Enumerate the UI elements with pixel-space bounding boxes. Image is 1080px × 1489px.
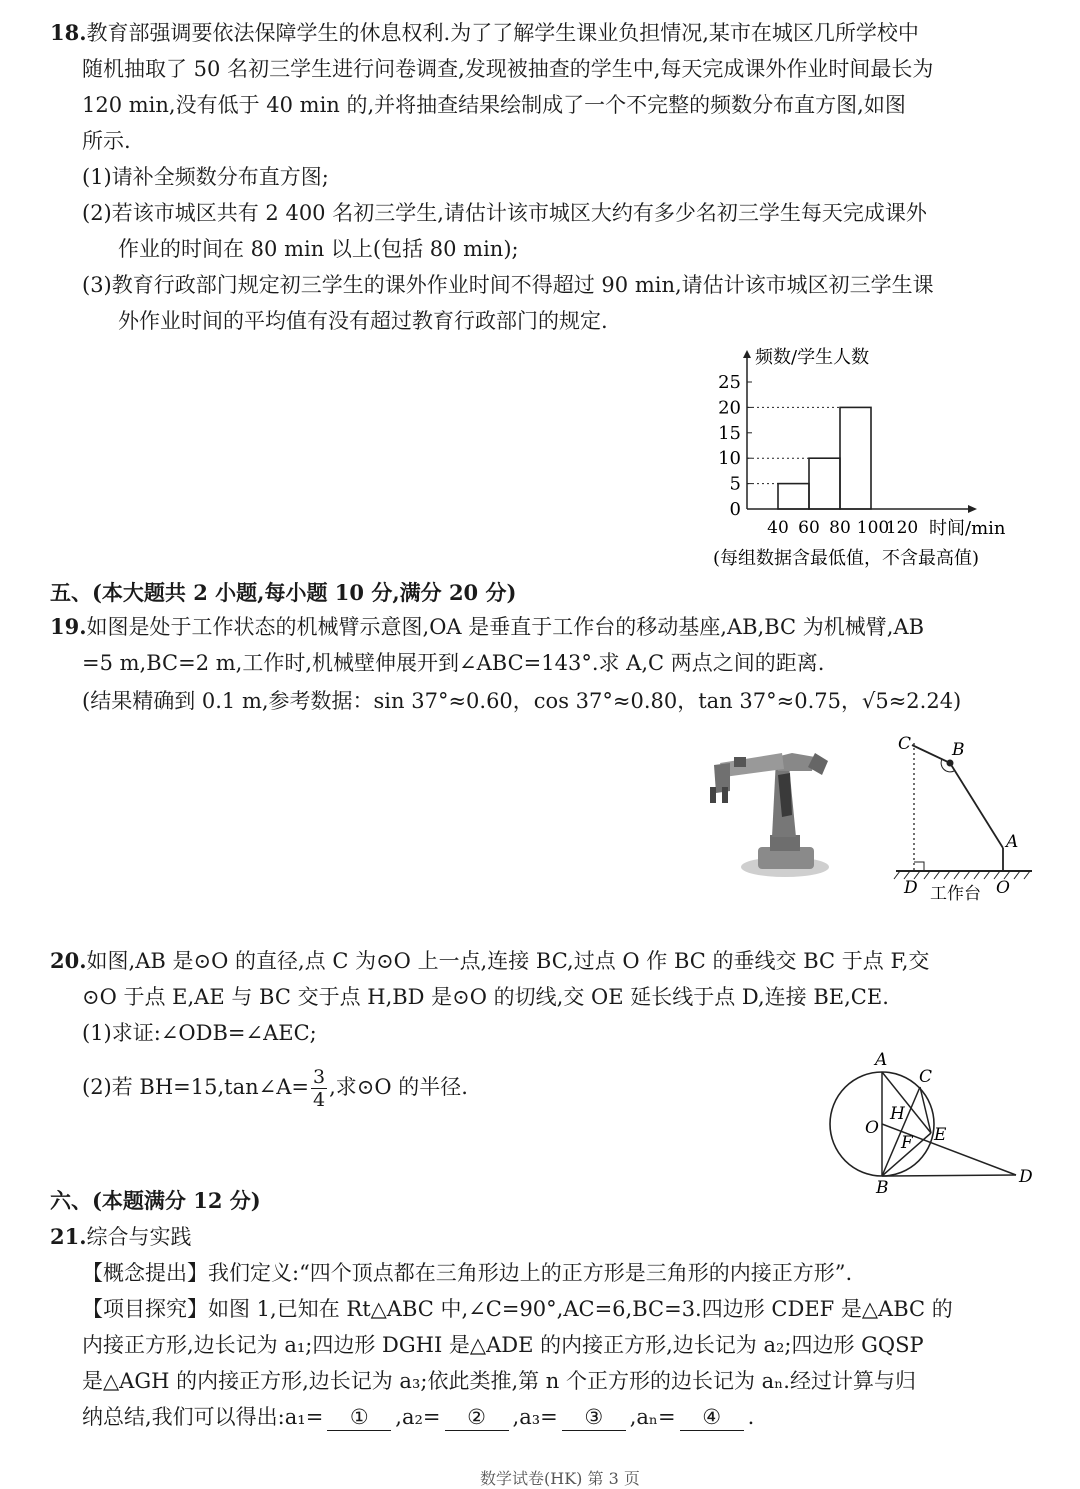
q21-concept: 【概念提出】我们定义:“四个顶点都在三角形边上的正方形是三角形的内接正方形”. — [82, 1261, 853, 1285]
q19-arm-diagram — [890, 725, 1050, 910]
q21-line-4-b: ,a₂= — [395, 1405, 441, 1429]
q20-number: 20. — [50, 948, 87, 973]
q18-text-1: 教育部强调要依法保障学生的休息权利.为了了解学生课业负担情况,某市在城区几所学校中 — [86, 21, 919, 45]
y-tick-label: 10 — [718, 448, 741, 470]
q18-part-3a: (3)教育行政部门规定初三学生的课外作业时间不得超过 90 min,请估计该市城区初三学生课 — [82, 273, 934, 297]
histogram-bar — [778, 484, 809, 509]
y-tick-label: 15 — [718, 422, 741, 444]
q21-blank-4[interactable]: ④ — [680, 1404, 744, 1431]
q19-label-D: D — [904, 878, 918, 898]
y-tick-label: 0 — [729, 499, 741, 520]
q21-line-1: 【项目探究】如图 1,已知在 Rt△ABC 中,∠C=90°,AC=6,BC=3.四边形 CDEF 是△ABC 的 — [82, 1297, 953, 1321]
q20-circle-diagram — [820, 1045, 1050, 1205]
q21-line-3: 是△AGH 的内接正方形,边长记为 a₃;依此类推,第 n 个正方形的边长记为 aₙ.经过计算与归 — [82, 1369, 916, 1393]
x-tick-label: 80 — [829, 518, 851, 538]
robot-arm-photo — [700, 735, 840, 885]
y-axis-arrow — [743, 350, 751, 358]
x-tick-label: 100 — [856, 518, 890, 538]
q21-line-title — [50, 1222, 192, 1252]
q21-line-2: 内接正方形,边长记为 a₁;四边形 DGHI 是△ADE 的内接正方形,边长记为 a₂;四边形 GQSP — [82, 1333, 924, 1357]
page-footer: 数学试卷(HK) 第 3 页 — [480, 1469, 640, 1488]
chart-note: (每组数据含最低值，不含最高值) — [713, 548, 980, 569]
q20-text-1: 如图,AB 是⊙O 的直径,点 C 为⊙O 上一点,连接 BC,过点 O 作 BC 的垂线交 BC 于点 F,交 — [86, 949, 930, 973]
q20-part-2 — [82, 1066, 468, 1111]
q21-line-4 — [82, 1402, 754, 1432]
q19-number: 19. — [50, 614, 87, 639]
q21-title: 综合与实践 — [86, 1225, 192, 1249]
q20-label-D: D — [1019, 1167, 1033, 1187]
section6-title: 六、(本题满分 12 分) — [50, 1188, 261, 1213]
histogram-bar — [809, 458, 840, 509]
q19-line-3: (结果精确到 0.1 m,参考数据：sin 37°≈0.60，cos 37°≈0.80，tan 37°≈0.75，√5≈2.24) — [82, 689, 962, 713]
q18-line-1 — [50, 18, 919, 48]
q20-label-H: H — [890, 1104, 905, 1124]
x-tick-label: 40 — [767, 518, 789, 538]
q19-label-C: C — [898, 734, 912, 754]
q19-line-2: =5 m,BC=2 m,工作时,机械壁伸展开到∠ABC=143°.求 A,C 两点之间的距离. — [82, 651, 825, 675]
q20-label-A: A — [875, 1050, 888, 1070]
q20-label-B: B — [876, 1178, 889, 1198]
q19-label-A: A — [1006, 832, 1019, 852]
q18-part-2b: 作业的时间在 80 min 以上(包括 80 min); — [118, 237, 519, 261]
q20-label-F: F — [901, 1133, 913, 1153]
q21-blank-3[interactable]: ③ — [562, 1404, 626, 1431]
q21-number: 21. — [50, 1224, 87, 1249]
section5-title: 五、(本大题共 2 小题,每小题 10 分,满分 20 分) — [50, 580, 517, 605]
q20-label-O: O — [865, 1118, 879, 1138]
q20-line-1 — [50, 946, 929, 976]
histogram-bar — [840, 407, 871, 509]
chart-y-label: 频数/学生人数 — [755, 347, 870, 368]
y-tick-label: 20 — [718, 397, 741, 419]
y-tick-label: 5 — [729, 473, 741, 495]
q20-fraction-denominator: 4 — [313, 1089, 326, 1111]
x-axis-arrow — [968, 505, 977, 513]
q18-line-4: 所示. — [82, 129, 131, 153]
q19-label-O: O — [996, 878, 1010, 898]
q20-label-C: C — [919, 1067, 933, 1087]
q20-line-2: ⊙O 于点 E,AE 与 BC 交于点 H,BD 是⊙O 的切线,交 OE 延长线于点 D,连接 BE,CE. — [82, 985, 889, 1009]
q18-part-2a: (2)若该市城区共有 2 400 名初三学生,请估计该市城区大约有多少名初三学生每天完成课外 — [82, 201, 927, 225]
q21-line-4-e: . — [747, 1405, 755, 1429]
q19-label-B: B — [952, 740, 965, 760]
q20-part-2-tail: ,求⊙O 的半径. — [329, 1075, 468, 1099]
q18-line-2: 随机抽取了 50 名初三学生进行问卷调查,发现被抽查的学生中,每天完成课外作业时间最长为 — [82, 57, 934, 81]
q19-base-label: 工作台 — [930, 884, 981, 904]
q18-histogram — [710, 338, 1040, 574]
q20-part-2-text: (2)若 BH=15,tan∠A= — [82, 1075, 310, 1099]
q21-blank-2[interactable]: ② — [445, 1404, 509, 1431]
q19-text-1: 如图是处于工作状态的机械臂示意图,OA 是垂直于工作台的移动基座,AB,BC 为机械臂,AB — [86, 615, 925, 639]
q19-line-1 — [50, 612, 924, 642]
x-tick-label: 120 — [885, 518, 919, 538]
q21-blank-1[interactable]: ① — [327, 1404, 391, 1431]
q18-part-1: (1)请补全频数分布直方图; — [82, 165, 329, 189]
q21-line-4-a: 纳总结,我们可以得出:a₁= — [82, 1405, 324, 1429]
q18-line-3: 120 min,没有低于 40 min 的,并将抽查结果绘制成了一个不完整的频数分布直方图,如图 — [82, 93, 906, 117]
q20-label-E: E — [934, 1125, 947, 1145]
q18-number: 18. — [50, 20, 87, 45]
q20-fraction-numerator: 3 — [313, 1066, 326, 1088]
q21-line-4-d: ,aₙ= — [629, 1405, 676, 1429]
x-tick-label: 60 — [798, 518, 820, 538]
q21-line-4-c: ,a₃= — [512, 1405, 558, 1429]
y-tick-label: 25 — [718, 372, 741, 393]
q20-fraction — [311, 1066, 327, 1111]
chart-x-label: 时间/min — [929, 518, 1006, 539]
q20-part-1: (1)求证:∠ODB=∠AEC; — [82, 1021, 317, 1045]
q18-part-3b: 外作业时间的平均值有没有超过教育行政部门的规定. — [118, 309, 608, 333]
